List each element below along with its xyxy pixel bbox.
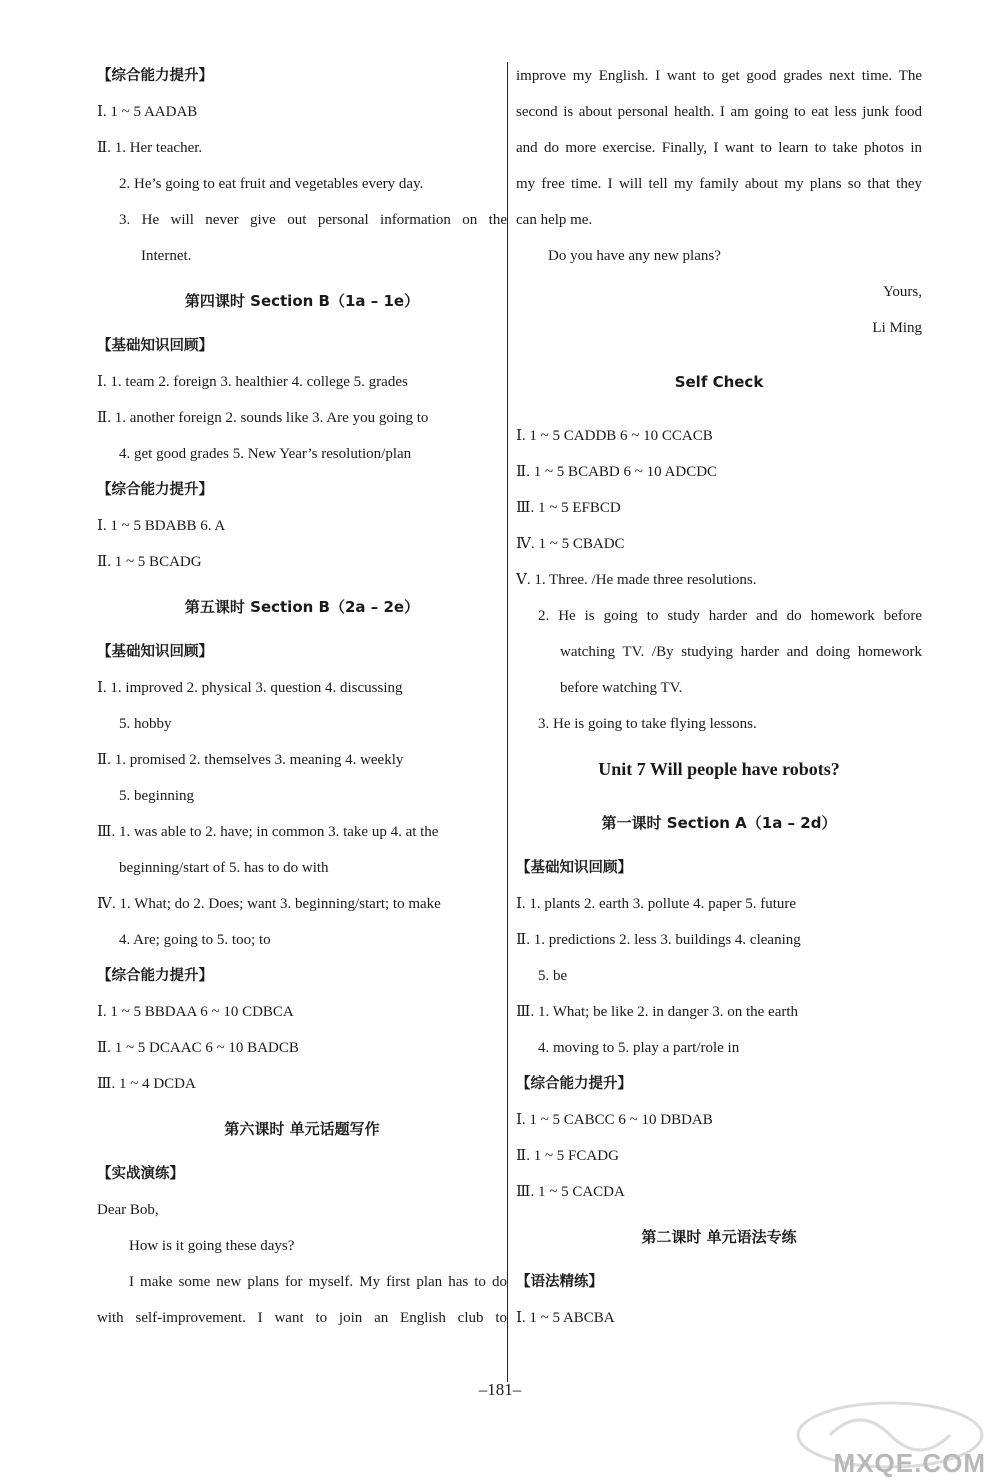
right-lesson-heading: 第二课时 单元语法专练 [641,1228,797,1246]
right-line: my free time. I will tell my family about my plans so that they [516,176,922,192]
right-line: Ⅰ. 1. plants 2. earth 3. pollute 4. paper 5. future [516,896,797,912]
left-line: I make some new plans for myself. My first plan has to do [129,1274,507,1290]
right-line: Ⅲ. 1 ~ 5 CACDA [516,1184,625,1200]
right-lesson-heading: Self Check [674,373,764,391]
right-line: Ⅱ. 1. predictions 2. less 3. buildings 4. cleaning [516,932,801,948]
left-line: Ⅰ. 1 ~ 5 BDABB 6. A [97,518,226,534]
left-line: Ⅲ. 1 ~ 4 DCDA [97,1076,196,1092]
left-line: Ⅰ. 1 ~ 5 AADAB [97,104,198,120]
left-lesson-heading: 第五课时 Section B（2a – 2e） [184,598,420,616]
right-line: Ⅲ. 1. What; be like 2. in danger 3. on the earth [516,1004,799,1020]
right-line: before watching TV. [560,680,683,696]
left-section-label: 【实战演练】 [97,1166,184,1182]
right-line: Ⅰ. 1 ~ 5 CABCC 6 ~ 10 DBDAB [516,1112,713,1128]
right-line: Ⅰ. 1 ~ 5 CADDB 6 ~ 10 CCACB [516,428,713,444]
right-unit-title: Unit 7 Will people have robots? [598,759,840,779]
right-section-label: 【综合能力提升】 [516,1076,632,1092]
left-lesson-heading: 第四课时 Section B（1a – 1e） [184,292,420,310]
right-column [516,58,922,1336]
left-line: Ⅱ. 1. promised 2. themselves 3. meaning 4. weekly [97,752,404,768]
left-line: beginning/start of 5. has to do with [119,860,329,876]
left-section-label: 【综合能力提升】 [97,968,213,984]
right-line: Ⅲ. 1 ~ 5 EFBCD [516,500,621,516]
right-line: Ⅳ. 1 ~ 5 CBADC [516,536,625,552]
left-line: Ⅱ. 1. another foreign 2. sounds like 3. Are you going to [97,410,429,426]
left-section-label: 【综合能力提升】 [97,482,213,498]
right-line: and do more exercise. Finally, I want to learn to take photos in [516,140,922,156]
page-number: –181– [478,1380,522,1399]
right-line: Yours, [883,284,922,300]
right-line: 4. moving to 5. play a part/role in [538,1040,740,1056]
right-section-label: 【基础知识回顾】 [516,860,632,876]
right-line: 2. He is going to study harder and do homework before [538,608,922,624]
left-line: Ⅰ. 1. team 2. foreign 3. healthier 4. college 5. grades [97,374,408,390]
right-line: 3. He is going to take flying lessons. [538,716,757,732]
left-line: 2. He’s going to eat fruit and vegetables every day. [119,176,424,192]
watermark-text: MXQE.COM [833,1448,986,1478]
column-divider [507,62,508,1382]
left-column [97,58,507,1336]
left-line: Ⅳ. 1. What; do 2. Does; want 3. beginning/start; to make [97,896,441,912]
right-line: 5. be [538,968,568,984]
left-line: Dear Bob, [97,1202,159,1218]
left-section-label: 【综合能力提升】 [97,68,213,84]
left-lesson-heading: 第六课时 单元话题写作 [224,1120,380,1138]
left-line: 3. He will never give out personal information on the [119,212,507,228]
left-line: 5. hobby [119,716,172,732]
left-line: Ⅲ. 1. was able to 2. have; in common 3. take up 4. at the [97,824,439,840]
right-line: Ⅱ. 1 ~ 5 FCADG [516,1148,619,1164]
right-line: Li Ming [872,320,922,336]
right-line: can help me. [516,212,593,228]
right-line: improve my English. I want to get good grades next time. The [516,68,922,84]
right-line: watching TV. /By studying harder and doing homework [560,644,922,660]
left-line: How is it going these days? [129,1238,295,1254]
right-section-label: 【语法精练】 [516,1274,603,1290]
right-line: second is about personal health. I am going to eat less junk food [516,104,922,120]
right-lesson-heading: 第一课时 Section A（1a – 2d） [601,814,837,832]
right-line: Ⅰ. 1 ~ 5 ABCBA [516,1310,615,1326]
right-line: Do you have any new plans? [548,248,721,264]
left-line: Ⅰ. 1. improved 2. physical 3. question 4. discussing [97,680,403,696]
left-line: with self-improvement. I want to join an English club to [97,1310,507,1326]
left-section-label: 【基础知识回顾】 [97,338,213,354]
left-section-label: 【基础知识回顾】 [97,644,213,660]
left-line: 4. Are; going to 5. too; to [119,932,271,948]
left-line: Internet. [141,248,192,264]
right-line: Ⅴ. 1. Three. /He made three resolutions. [516,572,757,588]
left-line: Ⅱ. 1 ~ 5 BCADG [97,554,202,570]
left-line: 4. get good grades 5. New Year’s resolution/plan [119,446,412,462]
left-line: Ⅰ. 1 ~ 5 BBDAA 6 ~ 10 CDBCA [97,1004,294,1020]
left-line: Ⅱ. 1 ~ 5 DCAAC 6 ~ 10 BADCB [97,1040,299,1056]
left-line: 5. beginning [119,788,194,804]
left-line: Ⅱ. 1. Her teacher. [97,140,203,156]
right-line: Ⅱ. 1 ~ 5 BCABD 6 ~ 10 ADCDC [516,464,718,480]
